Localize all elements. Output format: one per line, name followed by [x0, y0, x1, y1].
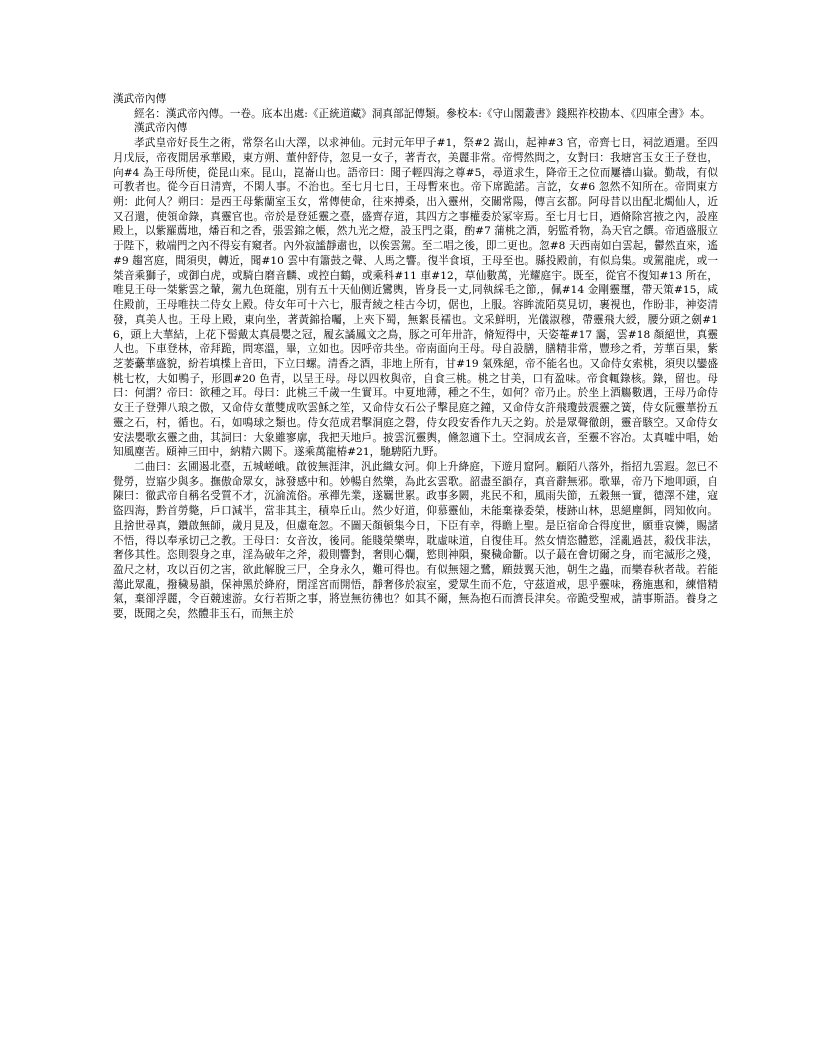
document-body [113, 92, 718, 622]
bibliographic-note: 經名：漢武帝內傳。一卷。底本出處:《正統道藏》洞真部記傳類。參校本:《守山閣叢書》錢熙祚校勘本、《四庫全書》本。 [134, 107, 711, 120]
main-text-paragraph: 孝武皇帝好長生之術，常祭名山大澤，以求神仙。元封元年甲子#1，祭#2 嵩山，起神#3 官，帝齊七日，祠訖迺還。至四月戊辰，帝夜閒居承華殿，東方朔、董仲舒侍，忽見一女子，著青衣，美麗非常。帝愕然問之，女對曰：我塘宮玉女王子登也，向#4 為王母所使，從昆山來。昆山，崑崙山也。語帝曰：聞子輕四海之尊#5，尋道求生，降帝王之位而屢禱山嶽。勤哉，有似可教者也。從今百日清齊，不閑人事。不治也。至七月七日，王母暫來也。帝下席跪諾。言訖，女#6 忽然不知所在。帝問東方朔：此何人？朔曰：是西王母紫蘭室玉女，常傳使命，往來搏桑，出入靈州，交關常陽，傳言玄都。阿母昔以出配北燭仙人，近又召還，使領命錄，真靈官也。帝於是登延靈之臺，盛齊存道，其四方之事權委於冢宰焉。至七月七日，迺脩除宮掖之內，設座殿上，以紫羅薦地，燔百和之香，張雲錦之帳，然九光之燈，設玉門之棗，酌#7 蒲桃之酒，躬監肴物，為天官之饌。帝迺盛服立于陛下，敕端門之內不得妄有窺者。內外寂謐靜肅也，以俟雲駕。至二唱之後，即二更也。忽#8 天西南如白雲起，鬱然直來，遙#9 趨宮庭，間須臾，轉近，聞#10 雲中有簫鼓之聲、人馬之響。復半食頃，王母至也。縣投殿前，有似烏集。或駕龍虎，或一桀音乘獅子，或御白虎，或騎白磨音麟、或控白鶴，或乘科#11 車#12，草仙數萬，光耀庭宇。既至，從官不復知#13 所在，唯見王母一桀紫雲之輦，駕九色斑龍，別有五十天仙侧近鸞輿，皆身長一丈,同執綵毛之節,，佩#14 金剛靈璽，帶天策#15，咸住殿前，王母唯扶二侍女上殿。侍女年可十六七，服青綾之桂古今切，倨也，上服。容眸流陌莫見切，裹視也，作盼非，神姿清發，真美人也。王母上殿，東向坐，著黃錦拾囑，上夾下蜀，無絮長襦也。文采鮮明，光儀淑穆，帶靈飛大綬，腰分頭之劍#16，頭上大華結，上花下髻戴太真晨嬰之冠，履玄譎鳳文之鳥，豚之可年卅許，脩短得中，天姿菴#17 靄，雲#18 顏絕世，真靈人也。下車登林，帝拜跪，問寒溫，畢，立如也。因呼帝共坐。帝南面向王母。母自設膳，膳精非常，豐珍之肴，芳華百果，紫芝萎虆華盛貌，紛若填楪上音田，下立曰螺。清香之酒，非地上所有，甘#19 氣殊絕，帝不能名也。又命侍女索桃，須臾以鑾盛桃七枚，大如鴨子，形圓#20 色青，以呈王母。母以四枚與帝，自食三桃。桃之甘美，口有盈味。帝食輒錄核。錄，留也。母曰：何謂？帝曰：欲種之耳。母曰：此桃三千歲一生實耳。中夏地薄，種之不生，如何？帝乃止。於坐上酒觴數遇，王母乃命侍女王子登彈八琅之傲，又命侍女董雙成吹雲穌之笙，又命侍女石公子擊昆庭之鐘，又命侍女許飛瓊鼓震靈之簧，侍女阮靈華扮五靈之石，村，循也。石，如鳴球之類也。侍女范成君擊洞庭之磬，侍女段安香作九天之鈞。於是眾聲徹朗，靈音駭空。又命侍女安法嬰歌玄靈之曲，其詞曰：大象雖寥廓，我把天地戶。披雲沉靈輿，儵忽適下土。空洞成玄音，至靈不容冶。太真噓中唱，始知風塵苦。頤神三田中，納精六闕下。遂乘萬龍椿#21，馳騁陌九野。 [113, 137, 718, 459]
document-title: 漢武帝內傳 [113, 93, 167, 105]
section-heading: 漢武帝內傳 [134, 122, 188, 135]
second-song-paragraph: 二曲曰：玄圃遏北臺，五城嵯峨。啟彼無涯津，汎此織女河。仰上升絳庭，下遊月窟阿。顧陌八落外，指招九雲遐。忽已不覺勞，豈寤少與多。撫傲命眾女，詠發感中和。妙暢自然樂，為此玄雲歌。韶盡至韻存，真音辭無邪。歌畢，帝乃下地叩頭，自陳曰：徹武帝自稱名受質不才，沉淪流俗。承禪先業，遂羈世累。政事多闕，兆民不和，風雨失節，五穀無一實，德澤不建，寇盜四海，黔首勞斃，戶口減半，當非其主，積皋丘山。然少好道，仰慕靈仙，未能棄祿委榮，棲跡山林，思絕塵餌，罔知攸向。且捨世尋真，鑽啟無師，歲月見及，但慮奄忽。不圖天顏頓集今日，下臣有幸，得瞻上聖。是臣宿命合得度世，願垂哀憐，賜諸不悟，得以奉承切己之教。王母曰：女音汝，後同。能賤榮樂卑，耽虛味道，自復佳耳。然女情恣體慾，淫亂過甚，殺伐非法，奢侈其性。恣則裂身之車，淫為破年之斧，殺則響對，奢則心爛，慾則神隕，聚穢命斷。以子蕞在會切爾之身，而宅滅形之殘，盈尺之材，攻以百仞之害，欲此解脫三尸，全身永久，難可得也。有似無翅之鷺，願鼓翼天池，朝生之蟲，而樂春秋者哉。若能蕩此眾亂，撥穢易韻，保神黑於絳府，閉淫宮而開悟，靜奢侈於寂室，愛眾生而不危，守茲道戒，思乎靈味，務施惠和，練惜精氣，棄卻浮麗，令百競速游。女行若斯之事，將豈無彷彿也？如其不爾，無為抱石而濟長津矣。帝跪受聖戒，請事斯語。養身之要，既聞之矣，然體非玉石，而無主於 [113, 460, 718, 621]
